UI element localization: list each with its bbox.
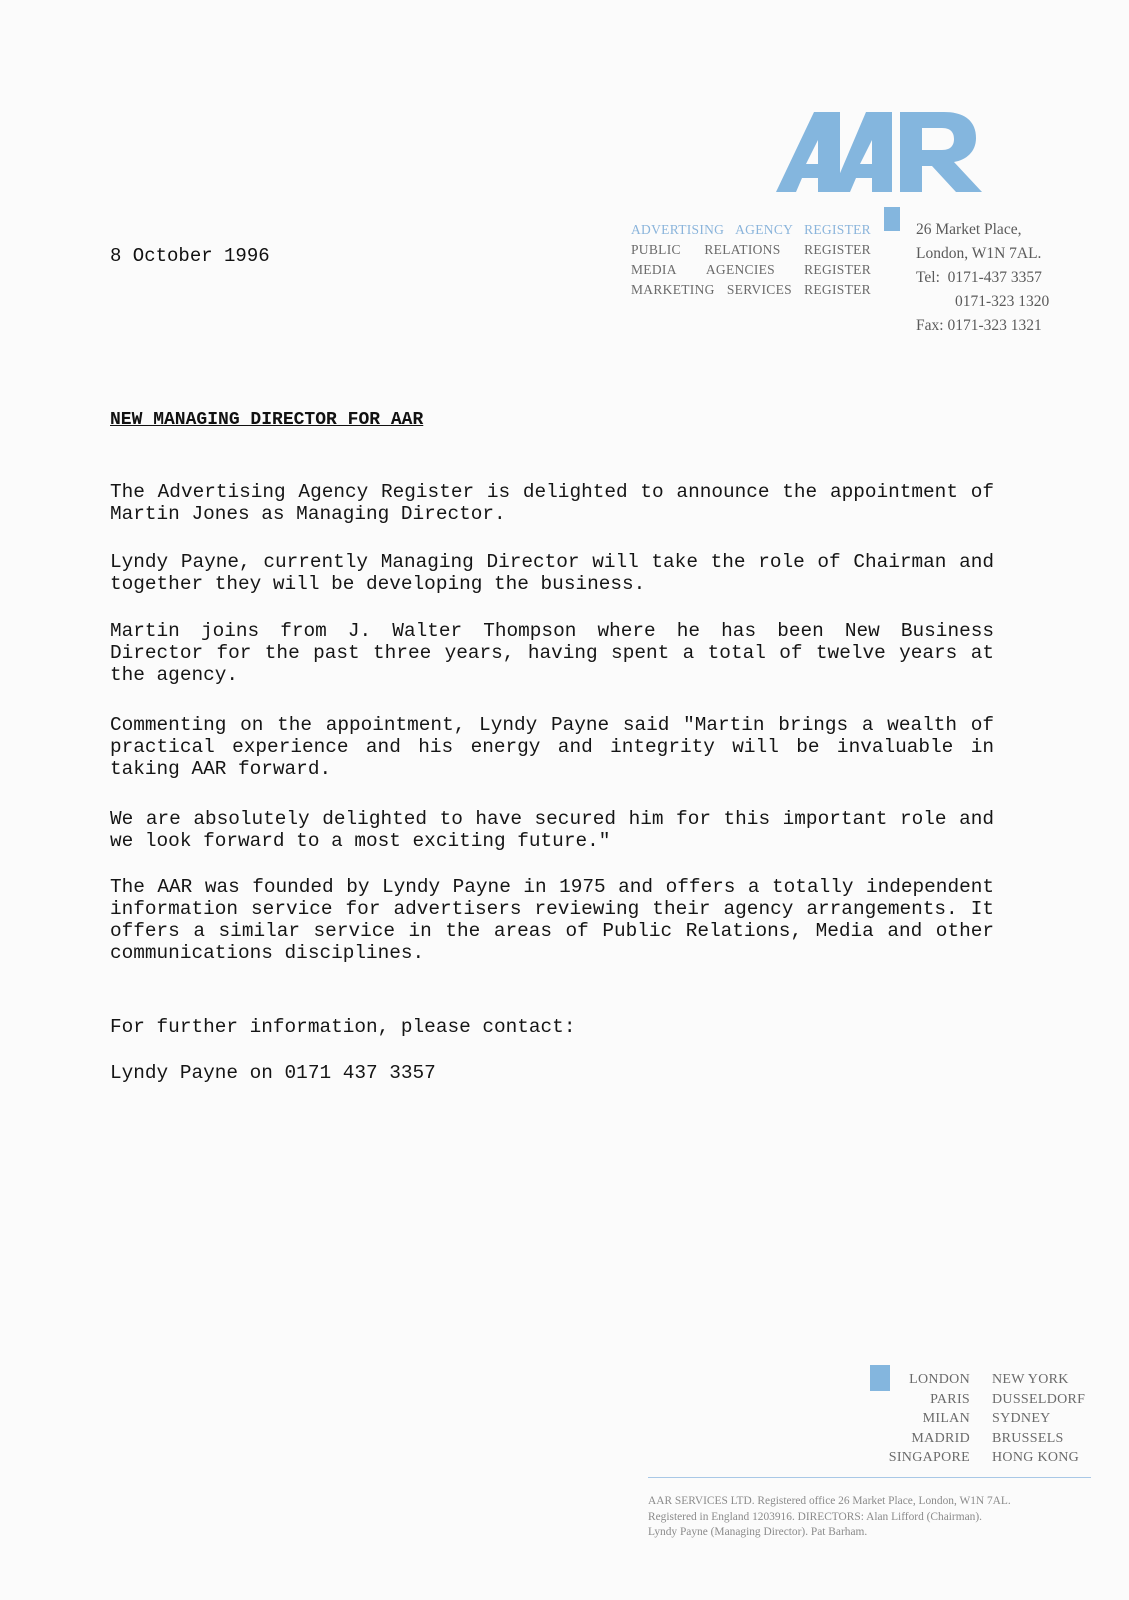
city: HONG KONG [992, 1450, 1080, 1465]
contact-label: For further information, please contact: [110, 1016, 576, 1038]
body-paragraph: Commenting on the appointment, Lyndy Payne said "Martin brings a wealth of practical experience and his energy and integrity will be invaluable in taking AAR forward. [110, 714, 994, 780]
city: SYDNEY [992, 1411, 1051, 1426]
city: LONDON [909, 1372, 970, 1387]
city: MADRID [911, 1430, 970, 1446]
city: SINGAPORE [888, 1450, 970, 1465]
body-paragraph: Lyndy Payne, currently Managing Director will take the role of Chairman and together they will be developing the business. [110, 551, 994, 595]
register-line: PUBLIC RELATIONS REGISTER [631, 242, 871, 257]
city: DUSSELDORF [992, 1391, 1086, 1407]
office-cities-left [870, 1370, 970, 1468]
office-cities-right [992, 1370, 1127, 1468]
body-paragraph: The Advertising Agency Register is delighted to announce the appointment of Martin Jones as Managing Director. [110, 481, 994, 525]
contact-line: Lyndy Payne on 0171 437 3357 [110, 1062, 436, 1084]
tel-line: Tel: 0171-437 3357 [916, 269, 1042, 286]
letter-headline: NEW MANAGING DIRECTOR FOR AAR [110, 410, 424, 430]
company-line: AAR SERVICES LTD. Registered office 26 Market Place, London, W1N 7AL. [648, 1495, 1011, 1507]
body-paragraph: The AAR was founded by Lyndy Payne in 1975 and offers a totally independent information service for advertisers reviewing their agency arrangements. It offers a similar service in the areas of Public Relations, Media and other communications disciplines. [110, 876, 994, 964]
body-paragraph: We are absolutely delighted to have secured him for this important role and we look forward to a most exciting future." [110, 808, 994, 852]
register-line: ADVERTISING AGENCY REGISTER [631, 222, 871, 237]
register-line: MARKETING SERVICES REGISTER [631, 282, 871, 297]
letter-date: 8 October 1996 [110, 245, 270, 267]
body-paragraph: Martin joins from J. Walter Thompson where he has been New Business Director for the past three years, having spent a total of twelve years at the agency. [110, 620, 994, 686]
register-list [631, 220, 871, 300]
city: NEW YORK [992, 1372, 1069, 1387]
address-line: London, W1N 7AL. [916, 245, 1042, 262]
city: PARIS [930, 1391, 970, 1407]
address-line: 26 Market Place, [916, 221, 1022, 238]
tel-line-2: 0171-323 1320 [955, 293, 1050, 310]
logo-square-mark [884, 207, 900, 231]
footer-divider [648, 1477, 1091, 1478]
letterhead-address [916, 218, 1116, 338]
company-line: Lyndy Payne (Managing Director). Pat Barham. [648, 1526, 868, 1538]
company-line: Registered in England 1203916. DIRECTORS: Alan Lifford (Chairman). [648, 1510, 982, 1523]
fax-line: Fax: 0171-323 1321 [916, 317, 1042, 334]
aar-logo [776, 112, 982, 198]
city: MILAN [922, 1411, 970, 1426]
city: BRUSSELS [992, 1430, 1064, 1446]
company-registration [648, 1494, 1118, 1541]
register-line: MEDIA AGENCIES REGISTER [631, 262, 871, 277]
